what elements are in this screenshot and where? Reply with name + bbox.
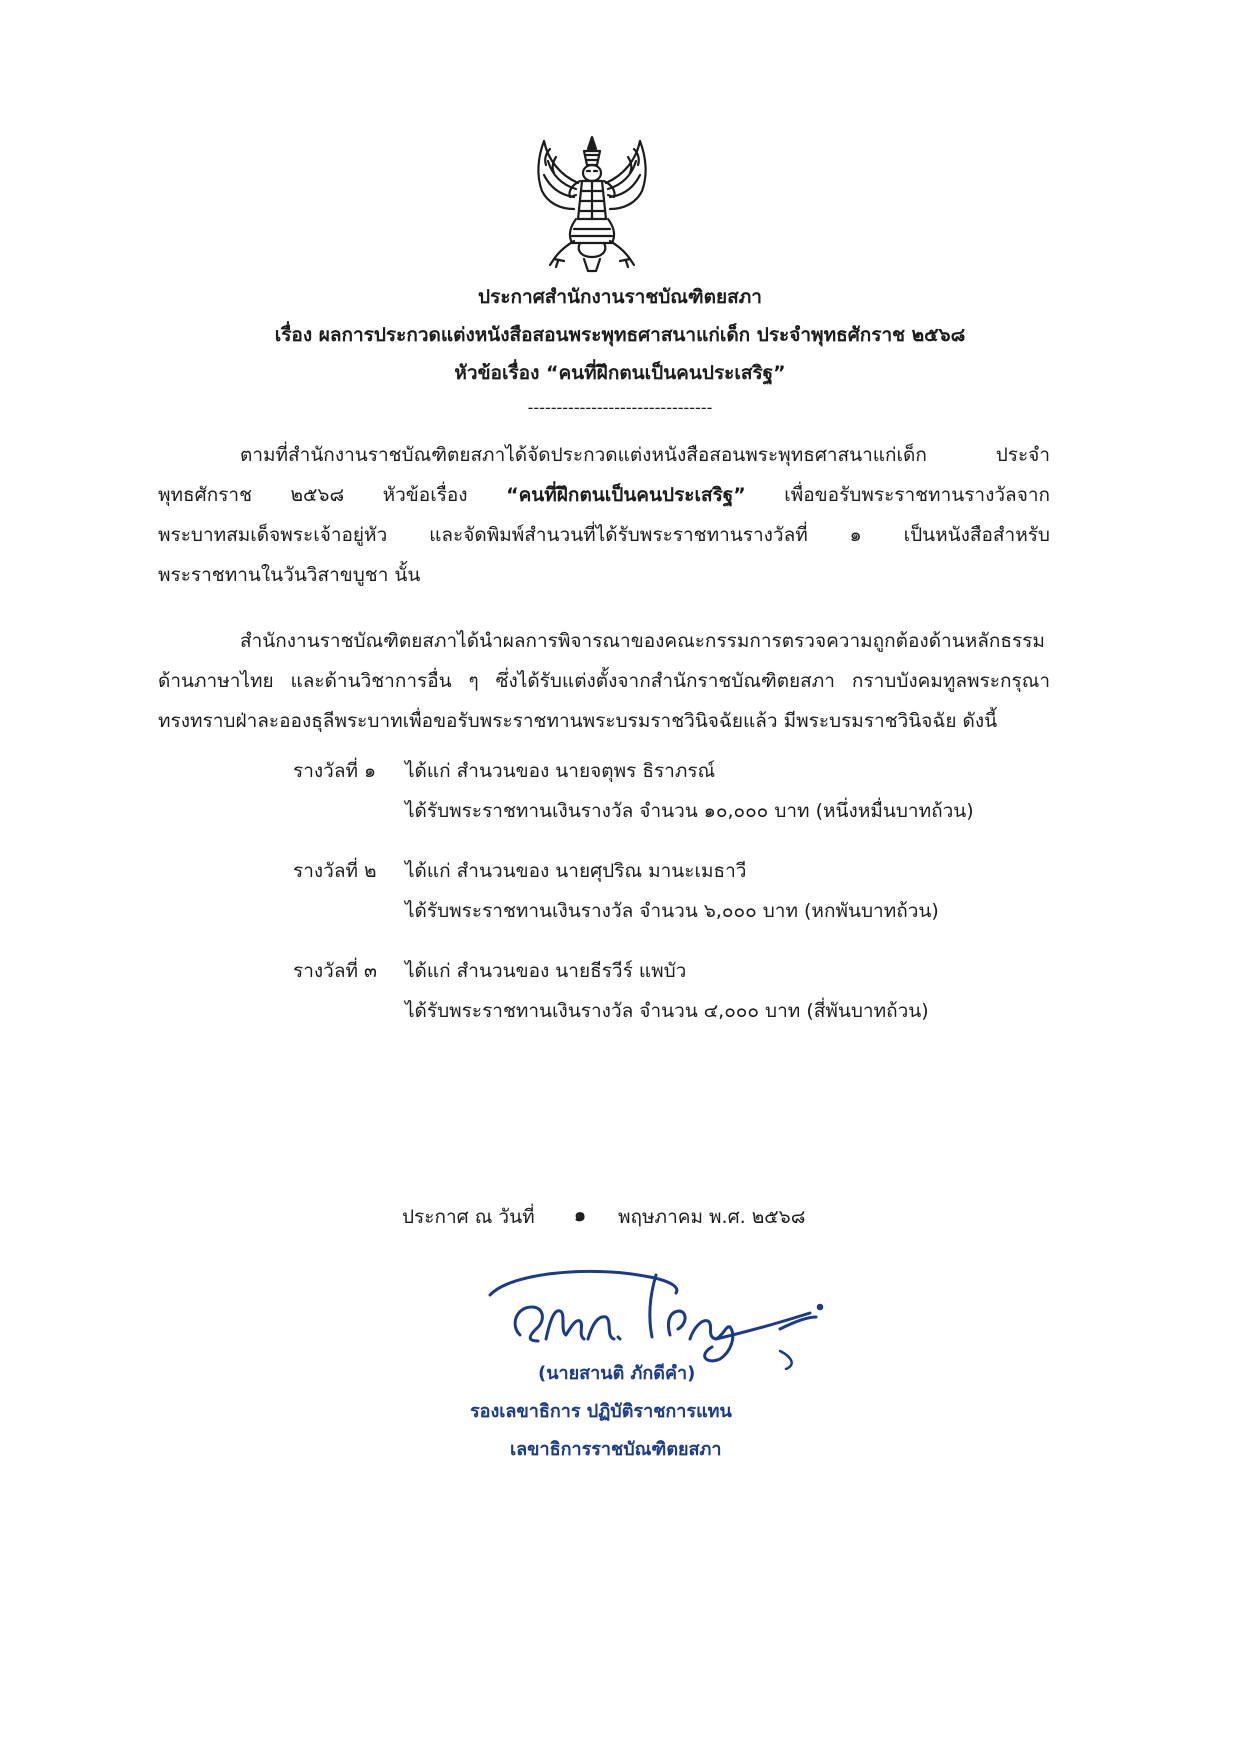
dateline-day: ๑ (574, 1204, 587, 1226)
signatory-name: (นายสานติ ภักดีคำ) (538, 1363, 696, 1384)
signatory-position-line2: เลขาธิการราชบัณฑิตยสภา (510, 1439, 722, 1460)
paragraph1-line2-a: พุทธศักราช ๒๕๖๘ หัวข้อเรื่อง (158, 484, 507, 506)
award-prize: ได้รับพระราชทานเงินรางวัล จำนวน ๔,๐๐๐ บาท (สี่พันบาทถ้วน) (405, 1000, 929, 1022)
announcement-topic: หัวข้อเรื่อง “คนที่ฝึกตนเป็นคนประเสริฐ” (454, 362, 786, 384)
garuda-emblem-icon (530, 135, 655, 275)
paragraph1-line2 (158, 480, 1050, 510)
award-prize: ได้รับพระราชทานเงินรางวัล จำนวน ๖,๐๐๐ บาท (หกพันบาทถ้วน) (405, 900, 939, 922)
award-winner: ได้แก่ สำนวนของ นายจตุพร ธิราภรณ์ (405, 760, 716, 782)
paragraph2-line3: ทรงทราบฝ่าละอองธุลีพระบาทเพื่อขอรับพระราชทานพระบรมราชวินิจฉัยแล้ว มีพระบรมราชวินิจฉัย ดังนี้ (158, 710, 998, 732)
dateline-prefix: ประกาศ ณ วันที่ (402, 1206, 535, 1228)
handwritten-signature (480, 1255, 840, 1370)
paragraph1-line4: พระราชทานในวันวิสาขบูชา นั้น (158, 564, 421, 586)
dateline-month-year: พฤษภาคม พ.ศ. ๒๕๖๘ (618, 1206, 806, 1228)
announcement-title: ประกาศสำนักงานราชบัณฑิตยสภา (478, 286, 762, 308)
award-winner: ได้แก่ สำนวนของ นายศุปริณ มานะเมธาวี (405, 860, 747, 882)
paragraph1-topic-bold: “คนที่ฝึกตนเป็นคนประเสริฐ” (506, 484, 746, 506)
signatory-position-line1: รองเลขาธิการ ปฏิบัติราชการแทน (470, 1401, 732, 1422)
award-label: รางวัลที่ ๑ (293, 760, 377, 782)
award-prize: ได้รับพระราชทานเงินรางวัล จำนวน ๑๐,๐๐๐ บาท (หนึ่งหมื่นบาทถ้วน) (405, 800, 974, 822)
paragraph1-line2-c: เพื่อขอรับพระราชทานรางวัลจาก (745, 484, 1050, 506)
announcement-subject: เรื่อง ผลการประกวดแต่งหนังสือสอนพระพุทธศาสนาแก่เด็ก ประจำพุทธศักราช ๒๕๖๘ (274, 324, 966, 346)
paragraph2-line1: สำนักงานราชบัณฑิตยสภาได้นำผลการพิจารณาของคณะกรรมการตรวจความถูกต้องด้านหลักธรรม (240, 630, 1045, 652)
paragraph1-line3: พระบาทสมเด็จพระเจ้าอยู่หัว และจัดพิมพ์สำนวนที่ได้รับพระราชทานรางวัลที่ ๑ เป็นหนังสือสำหรับ (158, 524, 1050, 546)
award-label: รางวัลที่ ๒ (293, 860, 377, 882)
header-divider: -------------------------------- (527, 398, 713, 417)
paragraph2-line2: ด้านภาษาไทย และด้านวิชาการอื่น ๆ ซึ่งได้รับแต่งตั้งจากสำนักราชบัณฑิตยสภา กราบบังคมทูลพระกรุณา (158, 670, 1050, 692)
paragraph1-line1: ตามที่สำนักงานราชบัณฑิตยสภาได้จัดประกวดแต่งหนังสือสอนพระพุทธศาสนาแก่เด็ก ประจำ (240, 444, 1050, 466)
award-winner: ได้แก่ สำนวนของ นายธีรวีร์ แพบัว (405, 960, 687, 982)
award-label: รางวัลที่ ๓ (293, 960, 378, 982)
